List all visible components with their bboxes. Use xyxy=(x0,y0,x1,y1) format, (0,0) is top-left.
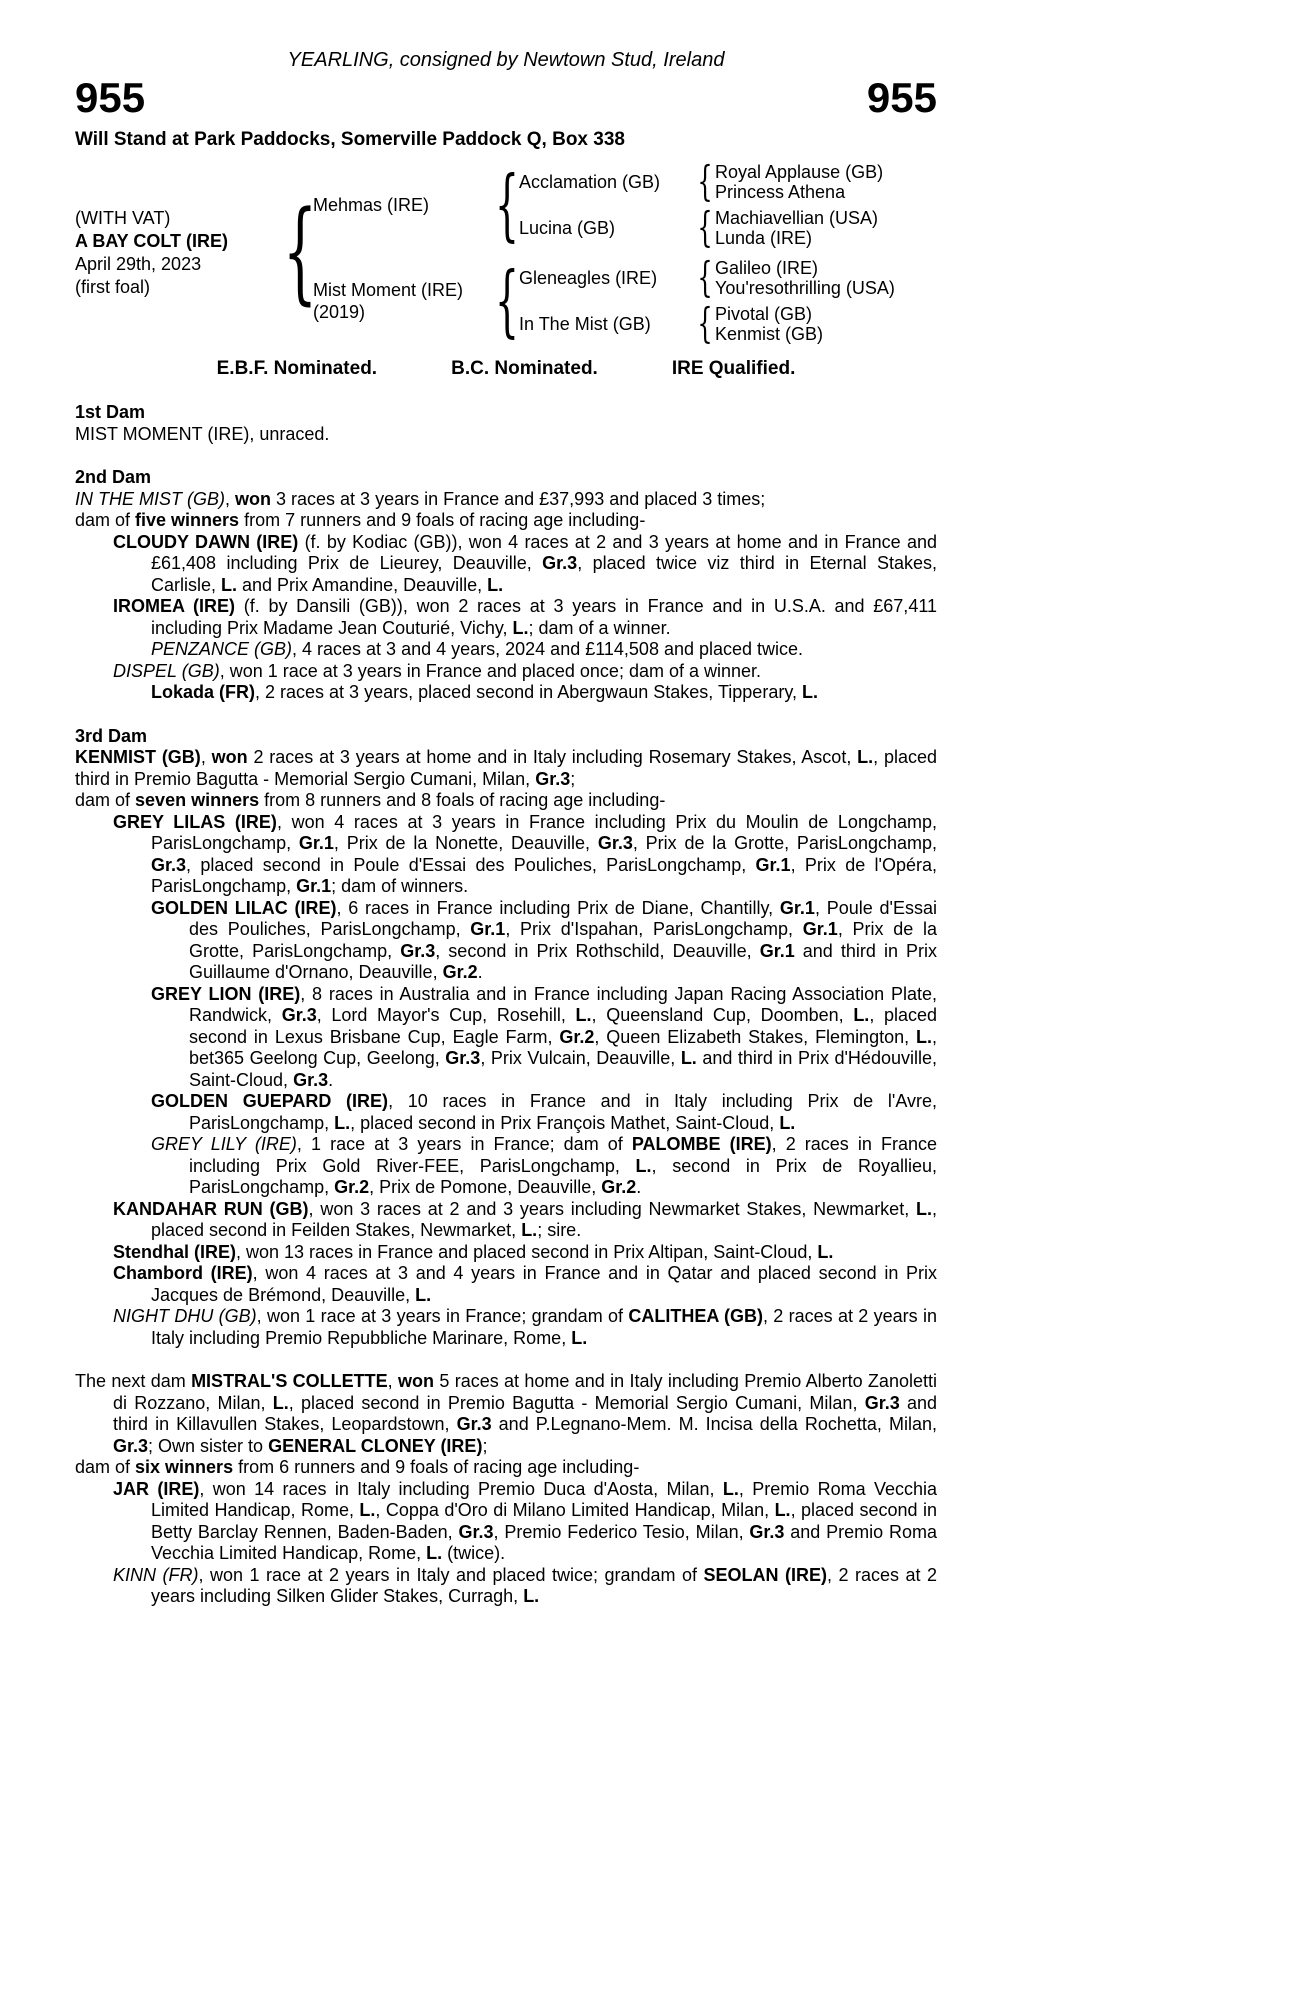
text-segment: . xyxy=(477,962,483,982)
grandparent-row xyxy=(519,254,937,302)
text-segment: , 8 races in Australia and in France including Japan Racing Association Plate, Randwick, xyxy=(189,983,937,1025)
text-segment: GREY LION (IRE) xyxy=(151,983,301,1004)
text-segment: , second in Prix Rothschild, Deauville, xyxy=(435,940,760,961)
text-segment: , won 4 races at 3 years in France including Prix du Moulin de Longchamp, ParisLongchamp, xyxy=(151,811,937,853)
text-segment: Gr.2 xyxy=(601,1177,637,1197)
text-segment: L. xyxy=(571,1327,588,1348)
text-segment: L. xyxy=(426,1543,443,1563)
text-segment: dam of xyxy=(75,790,136,810)
lot-number-right: 955 xyxy=(866,74,937,121)
dam-section xyxy=(75,402,937,445)
catalogue-page xyxy=(75,0,937,1608)
text-segment: seven winners xyxy=(135,790,260,810)
text-segment: KENMIST (GB) xyxy=(75,747,201,767)
pedigree-paragraph xyxy=(113,1306,937,1349)
text-segment: L. xyxy=(359,1500,376,1520)
horse-name: Galileo (IRE) xyxy=(715,258,819,278)
dam-section xyxy=(75,1371,937,1608)
dam-name: Mist Moment (IRE) xyxy=(313,280,464,300)
horse-name: Machiavellian (USA) xyxy=(715,208,879,228)
text-segment: , Poule d'Essai des Pouliches, ParisLongchamp, xyxy=(189,897,937,939)
text-segment: , won 14 races in Italy including Premio Duca d'Aosta, Milan, xyxy=(199,1478,723,1499)
brace-glyph: { xyxy=(697,254,713,302)
pedigree-tree xyxy=(313,158,937,348)
horse-name: Kenmist (GB) xyxy=(715,324,824,344)
text-segment: , Coppa d'Oro di Milano Limited Handicap, Milan, xyxy=(375,1500,775,1520)
nominations-line xyxy=(75,358,937,380)
text-segment: , won 4 races at 3 and 4 years in France and in Qatar and placed second in Prix Jacques de Brémond, Deauville, xyxy=(151,1263,937,1305)
lot-number-left: 955 xyxy=(75,74,146,121)
pedigree-paragraph xyxy=(75,510,937,532)
text-segment: L. xyxy=(779,1112,796,1133)
text-segment: Gr.2 xyxy=(559,1026,595,1047)
text-segment: L. xyxy=(221,574,238,595)
text-segment: ; Own sister to xyxy=(148,1435,269,1456)
text-segment: Gr.3 xyxy=(456,1414,492,1434)
great-grandparent-pair xyxy=(715,258,937,298)
text-segment: , 2 races in France including Prix Gold River-FEE, ParisLongchamp, xyxy=(189,1134,937,1176)
text-segment: L. xyxy=(853,1005,870,1025)
text-segment: dam of xyxy=(75,510,136,530)
text-segment: , bet365 Geelong Cup, Geelong, xyxy=(189,1026,938,1068)
text-segment: and Premio Roma Vecchia Limited Handicap, Rome, xyxy=(151,1521,937,1563)
grandsire-name: Gleneagles (IRE) xyxy=(519,267,658,288)
text-segment: , Queensland Cup, Doomben, xyxy=(591,1005,854,1025)
horse-name: Princess Athena xyxy=(715,182,846,202)
great-grandparent-pair xyxy=(715,304,937,344)
bc-nominated-label: B.C. Nominated. xyxy=(451,358,598,379)
text-segment: , Premio Roma Vecchia Limited Handicap, Rome, xyxy=(151,1478,937,1520)
text-segment: (f. by Kodiac (GB)), won 4 races at 2 and 3 years at home and in France and £61,408 including Prix de Lieurey, Deauville, xyxy=(151,531,937,573)
text-segment: L. xyxy=(521,1220,538,1240)
text-segment: L. xyxy=(916,1026,932,1047)
text-segment: , Lord Mayor's Cup, Rosehill, xyxy=(316,1005,576,1025)
sire-grandparents xyxy=(519,158,937,252)
text-segment: , placed second in Feilden Stakes, Newmarket, xyxy=(151,1198,937,1240)
section-heading: 3rd Dam xyxy=(75,725,148,746)
text-segment: The next dam xyxy=(75,1371,192,1391)
text-segment: L. xyxy=(415,1284,432,1305)
text-segment: and Prix Amandine, Deauville, xyxy=(237,574,488,595)
sire-block xyxy=(313,194,495,216)
text-segment: 5 races at home and in Italy including Premio Alberto Zanoletti di Rozzano, Milan, xyxy=(113,1371,937,1413)
brace-glyph: { xyxy=(697,158,713,206)
text-segment: , 6 races in France including Prix de Diane, Chantilly, xyxy=(336,897,780,918)
pedigree-paragraph xyxy=(75,424,937,446)
text-segment: (twice). xyxy=(442,1543,506,1563)
text-segment: six winners xyxy=(135,1457,234,1477)
pedigree-paragraph xyxy=(113,596,938,639)
text-segment: L. xyxy=(512,617,529,638)
text-segment: Gr.1 xyxy=(755,854,791,875)
ire-qualified-label: IRE Qualified. xyxy=(671,358,796,379)
horse-name: Pivotal (GB) xyxy=(715,304,813,324)
text-segment: , Prix de Pomone, Deauville, xyxy=(369,1177,602,1197)
text-segment: Gr.1 xyxy=(779,897,815,918)
pedigree-paragraph xyxy=(151,1134,937,1199)
text-segment: PENZANCE (GB) xyxy=(151,639,293,659)
text-segment: Gr.1 xyxy=(298,833,334,853)
text-segment: ; sire. xyxy=(537,1220,582,1240)
text-segment: , placed third in Premio Bagutta - Memorial Sergio Cumani, Milan, xyxy=(75,747,937,789)
brace-glyph: { xyxy=(494,159,520,250)
pedigree-paragraph xyxy=(113,1564,937,1608)
pedigree-paragraph xyxy=(151,682,937,704)
text-segment: GREY LILAS (IRE) xyxy=(113,811,277,832)
text-segment: L. xyxy=(575,1005,592,1025)
text-segment: Gr.3 xyxy=(400,940,436,961)
pedigree-paragraph xyxy=(151,897,938,984)
text-segment: , 2 races at 2 years in Italy including Premio Repubbliche Marinare, Rome, xyxy=(151,1306,937,1348)
text-segment: Gr.3 xyxy=(458,1521,494,1542)
pedigree-table xyxy=(75,158,937,348)
text-segment: 3 races at 3 years in France and £37,993 and placed 3 times; xyxy=(271,488,766,509)
pedigree-paragraph xyxy=(151,1091,938,1134)
text-segment: GOLDEN GUEPARD (IRE) xyxy=(151,1091,389,1111)
text-segment: , placed second in Poule d'Essai des Pouliches, ParisLongchamp, xyxy=(186,854,756,875)
foal-date: April 29th, 2023 xyxy=(75,254,202,274)
stand-location-line: Will Stand at Park Paddocks, Somerville Paddock Q, Box 338 xyxy=(75,129,625,150)
text-segment: L. xyxy=(802,682,818,702)
dam-branch xyxy=(313,254,937,348)
text-segment: Chambord (IRE) xyxy=(113,1263,253,1283)
text-segment: NIGHT DHU (GB) xyxy=(113,1306,257,1326)
text-segment: L. xyxy=(722,1478,739,1499)
text-segment: KINN (FR) xyxy=(113,1564,199,1585)
first-foal-note: (first foal) xyxy=(75,277,151,297)
text-segment: Gr.3 xyxy=(535,768,571,789)
text-segment: Gr.2 xyxy=(334,1177,370,1197)
pedigree-paragraph xyxy=(113,1478,937,1565)
text-segment: , xyxy=(225,488,236,509)
text-segment: CALITHEA (GB) xyxy=(628,1306,763,1326)
text-segment: , 2 races at 2 years including Silken Glider Stakes, Curragh, xyxy=(151,1564,937,1606)
dam-grandparents xyxy=(519,254,937,348)
text-segment: won xyxy=(235,488,272,509)
text-segment: won xyxy=(398,1371,435,1391)
text-segment: IN THE MIST (GB) xyxy=(75,488,225,509)
text-segment: (f. by Dansili (GB)), won 2 races at 3 years in France and in U.S.A. and £67,411 including Prix Madame Jean Couturié, Vichy, xyxy=(151,596,938,638)
horse-name: You'resothrilling (USA) xyxy=(715,278,895,298)
sire-branch xyxy=(313,158,937,252)
text-segment: ; xyxy=(570,768,576,789)
text-segment: GENERAL CLONEY (IRE) xyxy=(268,1435,483,1456)
pedigree-paragraph xyxy=(75,747,937,790)
sire-name: Mehmas (IRE) xyxy=(313,195,430,215)
text-segment: MISTRAL'S COLLETTE xyxy=(191,1371,388,1391)
text-segment: , won 13 races in France and placed second in Prix Altipan, Saint-Cloud, xyxy=(236,1241,818,1262)
text-segment: ; xyxy=(482,1435,488,1456)
text-segment: GOLDEN LILAC (IRE) xyxy=(151,897,337,918)
text-segment: ; dam of winners. xyxy=(331,876,469,896)
text-segment: L. xyxy=(272,1392,289,1413)
text-segment: IROMEA (IRE) xyxy=(113,596,236,616)
text-segment: 2 races at 3 years at home and in Italy including Rosemary Stakes, Ascot, xyxy=(247,747,858,767)
ebf-nominated-label: E.B.F. Nominated. xyxy=(216,358,378,379)
text-segment: won xyxy=(211,747,248,767)
text-segment: five winners xyxy=(135,510,240,530)
text-segment: CLOUDY DAWN (IRE) xyxy=(113,531,299,552)
dam-block xyxy=(313,279,495,323)
text-segment: Gr.3 xyxy=(749,1521,785,1542)
text-segment: PALOMBE (IRE) xyxy=(631,1134,772,1154)
consignor-line: YEARLING, consigned by Newtown Stud, Ireland xyxy=(287,49,725,71)
text-segment: , Queen Elizabeth Stakes, Flemington, xyxy=(594,1026,916,1047)
brace-glyph: { xyxy=(494,255,520,346)
text-segment: L. xyxy=(487,574,504,595)
text-segment: JAR (IRE) xyxy=(113,1478,200,1499)
lot-row xyxy=(75,76,937,120)
grandparent-row xyxy=(519,158,937,206)
text-segment: Gr.3 xyxy=(542,553,578,573)
text-segment: , won 3 races at 2 and 3 years including Newmarket Stakes, Newmarket, xyxy=(308,1198,916,1219)
text-segment: , Prix de l'Opéra, ParisLongchamp, xyxy=(151,854,937,896)
text-segment: Gr.3 xyxy=(113,1435,149,1456)
text-segment: dam of xyxy=(75,1457,136,1477)
pedigree-paragraph xyxy=(151,639,937,661)
grandparent-row xyxy=(519,300,937,348)
text-segment: DISPEL (GB) xyxy=(113,660,220,681)
pedigree-paragraph xyxy=(113,1263,937,1306)
granddam-name: In The Mist (GB) xyxy=(519,313,651,334)
pedigree-paragraph xyxy=(113,660,937,683)
text-segment: , placed twice viz third in Eternal Stakes, Carlisle, xyxy=(151,553,937,595)
text-segment: , xyxy=(387,1371,399,1391)
text-segment: , Prix de la Nonette, Deauville, xyxy=(333,833,598,853)
brace-glyph: { xyxy=(282,188,318,317)
text-segment: MIST MOMENT (IRE), unraced. xyxy=(75,423,330,444)
colt-info xyxy=(75,207,287,299)
text-segment: Gr.3 xyxy=(597,833,633,853)
text-segment: , Prix Vulcain, Deauville, xyxy=(480,1048,681,1068)
text-segment: Gr.1 xyxy=(470,919,506,939)
text-segment: ; dam of a winner. xyxy=(528,617,671,638)
text-segment: L. xyxy=(774,1500,791,1520)
great-grandparent-pair xyxy=(715,208,937,248)
text-segment: , 1 race at 3 years in France; dam of xyxy=(296,1134,632,1154)
pedigree-paragraph xyxy=(113,531,937,597)
horse-name: Royal Applause (GB) xyxy=(715,162,884,182)
text-segment: , 2 races at 3 years, placed second in Abergwaun Stakes, Tipperary, xyxy=(255,682,802,702)
vat-note: (WITH VAT) xyxy=(75,208,171,228)
text-segment: Lokada (FR) xyxy=(151,682,256,702)
text-segment: , placed second in Prix François Mathet, Saint-Cloud, xyxy=(350,1112,780,1133)
horse-name: Lunda (IRE) xyxy=(715,228,813,248)
text-segment: and P.Legnano-Mem. M. Incisa della Rochetta, Milan, xyxy=(491,1414,938,1434)
grandparent-row xyxy=(519,204,937,252)
text-segment: KANDAHAR RUN (GB) xyxy=(113,1198,309,1219)
dam-sections xyxy=(75,402,937,1608)
section-heading: 1st Dam xyxy=(75,402,146,422)
section-heading: 2nd Dam xyxy=(75,467,152,487)
colt-name: A BAY COLT (IRE) xyxy=(75,231,229,251)
text-segment: , won 1 race at 2 years in Italy and placed twice; grandam of xyxy=(198,1564,704,1585)
pedigree-paragraph xyxy=(151,983,938,1092)
text-segment: , second in Prix de Royallieu, ParisLongchamp, xyxy=(189,1155,937,1197)
brace-glyph: { xyxy=(697,300,713,348)
granddam-name: Lucina (GB) xyxy=(519,217,616,238)
pedigree-paragraph xyxy=(113,811,938,898)
text-segment: from 6 runners and 9 foals of racing age including- xyxy=(233,1457,640,1477)
text-segment: , 4 races at 3 and 4 years, 2024 and £114,508 and placed twice. xyxy=(292,639,804,659)
grandsire-name: Acclamation (GB) xyxy=(519,171,661,192)
text-segment: L. xyxy=(334,1112,351,1133)
great-grandparent-pair xyxy=(715,162,937,202)
text-segment: , xyxy=(200,747,212,767)
dam-section xyxy=(75,726,937,1350)
pedigree-paragraph xyxy=(75,790,937,812)
pedigree-paragraph xyxy=(75,1371,938,1457)
dam-year: (2019) xyxy=(313,302,366,322)
text-segment: and third in Prix d'Hédouville, Saint-Cloud, xyxy=(189,1048,937,1090)
text-segment: from 7 runners and 9 foals of racing age including- xyxy=(239,510,646,530)
text-segment: Gr.1 xyxy=(296,876,332,896)
text-segment: , placed second in Lexus Brisbane Cup, Eagle Farm, xyxy=(189,1005,938,1047)
text-segment: Gr.1 xyxy=(802,919,838,939)
text-segment: Gr.1 xyxy=(759,940,795,961)
text-segment: . xyxy=(636,1177,642,1197)
pedigree-paragraph xyxy=(75,489,937,511)
text-segment: Gr.3 xyxy=(281,1005,317,1025)
text-segment: , Prix d'Ispahan, ParisLongchamp, xyxy=(505,919,803,939)
text-segment: Gr.3 xyxy=(864,1392,900,1413)
text-segment: GREY LILY (IRE) xyxy=(151,1134,297,1154)
text-segment: Gr.3 xyxy=(293,1069,329,1090)
text-segment: and third in Prix Guillaume d'Ornano, Deauville, xyxy=(189,940,938,982)
text-segment: Gr.2 xyxy=(442,962,478,982)
pedigree-paragraph xyxy=(113,1198,937,1242)
text-segment: , Prix de la Grotte, ParisLongchamp, xyxy=(189,919,937,961)
text-segment: Gr.3 xyxy=(445,1048,481,1068)
text-segment: L. xyxy=(915,1198,932,1219)
text-segment: from 8 runners and 8 foals of racing age including- xyxy=(259,790,666,810)
text-segment: L. xyxy=(680,1048,697,1068)
text-segment: SEOLAN (IRE) xyxy=(703,1564,827,1585)
text-segment: L. xyxy=(817,1241,834,1262)
text-segment: Stendhal (IRE) xyxy=(113,1241,237,1262)
text-segment: , Premio Federico Tesio, Milan, xyxy=(493,1521,750,1542)
text-segment: , won 1 race at 3 years in France; grandam of xyxy=(256,1306,629,1326)
dam-section xyxy=(75,467,937,704)
text-segment: , placed second in Premio Bagutta - Memorial Sergio Cumani, Milan, xyxy=(288,1392,865,1413)
text-segment: L. xyxy=(635,1155,652,1176)
text-segment: and third in Killavullen Stakes, Leopardstown, xyxy=(113,1392,937,1434)
brace-glyph: { xyxy=(697,204,713,252)
text-segment: Gr.3 xyxy=(151,854,187,875)
text-segment: , 10 races in France and in Italy including Prix de l'Avre, ParisLongchamp, xyxy=(189,1091,938,1133)
text-segment: . xyxy=(328,1069,334,1090)
pedigree-paragraph xyxy=(75,1457,937,1479)
text-segment: , placed second in Betty Barclay Rennen, Baden-Baden, xyxy=(151,1500,937,1542)
text-segment: L. xyxy=(857,747,874,767)
text-segment: , Prix de la Grotte, ParisLongchamp, xyxy=(632,833,938,853)
text-segment: L. xyxy=(523,1586,540,1606)
text-segment: , won 1 race at 3 years in France and placed once; dam of a winner. xyxy=(219,660,762,681)
pedigree-paragraph xyxy=(113,1241,937,1264)
